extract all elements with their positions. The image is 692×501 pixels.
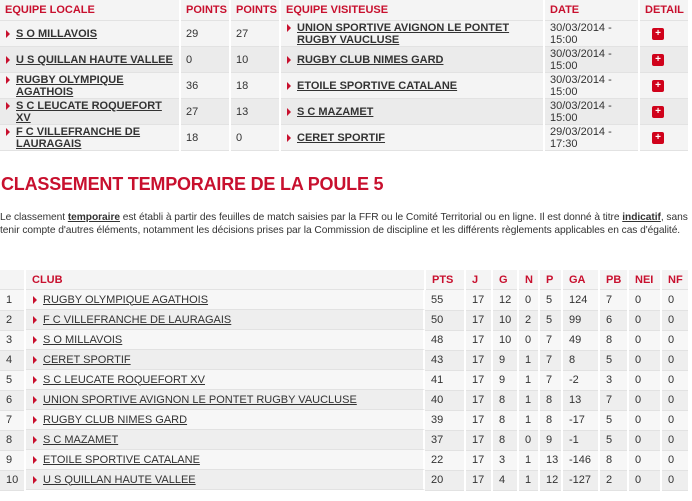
stat-pts: 20 (425, 470, 465, 490)
stat-n: 1 (518, 350, 539, 370)
arrow-right-icon (6, 102, 10, 110)
rank: 6 (0, 390, 25, 410)
stat-nei: 0 (628, 470, 661, 490)
stat-nf: 0 (661, 350, 689, 370)
match-row (0, 73, 689, 99)
detail-cell (639, 21, 689, 47)
match-date: 29/03/2014 - 17:30 (544, 125, 639, 151)
stat-pts: 40 (425, 390, 465, 410)
header-nei: NEI (628, 270, 661, 290)
header-date: DATE (544, 0, 639, 21)
match-row (0, 99, 689, 125)
stat-n: 0 (518, 330, 539, 350)
stat-n: 1 (518, 470, 539, 490)
home-team[interactable] (5, 74, 179, 98)
standings-row (0, 370, 689, 390)
stat-p: 9 (539, 430, 562, 450)
rank: 2 (0, 310, 25, 330)
stat-p: 13 (539, 450, 562, 470)
stat-nei: 0 (628, 330, 661, 350)
away-team-cell (280, 47, 544, 73)
stat-nei: 0 (628, 410, 661, 430)
club-cell (26, 370, 425, 390)
home-team-name[interactable]: S C LEUCATE ROQUEFORT XV (16, 99, 162, 124)
stat-p: 8 (539, 410, 562, 430)
stat-pts: 37 (425, 430, 465, 450)
stat-n: 0 (518, 290, 539, 311)
club-link[interactable]: F C VILLEFRANCHE DE LAURAGAIS (43, 313, 232, 326)
home-team-cell (0, 125, 180, 151)
stat-nei: 0 (628, 450, 661, 470)
stat-p: 8 (539, 390, 562, 410)
rank: 1 (0, 290, 25, 311)
header-g: G (492, 270, 518, 290)
header-away-team: EQUIPE VISITEUSE (280, 0, 544, 21)
header-pts: PTS (425, 270, 465, 290)
stat-g: 8 (492, 410, 518, 430)
home-team[interactable] (5, 126, 179, 150)
header-nf: NF (661, 270, 689, 290)
standings-body (0, 290, 689, 491)
arrow-right-icon (33, 436, 37, 444)
stat-pts: 43 (425, 350, 465, 370)
arrow-right-icon (33, 296, 37, 304)
home-team-name[interactable]: U S QUILLAN HAUTE VALLEE (16, 53, 173, 66)
club-cell (26, 310, 425, 330)
club-cell (26, 410, 425, 430)
detail-plus-button[interactable]: + (652, 28, 664, 40)
match-date: 30/03/2014 - 15:00 (544, 21, 639, 47)
header-pb: PB (599, 270, 628, 290)
stat-ga: -146 (562, 450, 599, 470)
away-team-name[interactable]: RUGBY CLUB NIMES GARD (297, 53, 444, 66)
stat-pb: 8 (599, 330, 628, 350)
results-table (0, 0, 690, 151)
stat-nf: 0 (661, 470, 689, 490)
header-j: J (465, 270, 492, 290)
arrow-right-icon (33, 416, 37, 424)
rank: 7 (0, 410, 25, 430)
stat-pb: 5 (599, 410, 628, 430)
stat-g: 3 (492, 450, 518, 470)
stat-ga: -17 (562, 410, 599, 430)
stat-p: 12 (539, 470, 562, 490)
detail-cell (639, 125, 689, 151)
club-cell (26, 470, 425, 490)
away-team-name[interactable]: S C MAZAMET (297, 105, 374, 118)
club-cell (26, 330, 425, 350)
header-n: N (518, 270, 539, 290)
standings-table (0, 270, 690, 491)
stat-p: 5 (539, 310, 562, 330)
standings-row (0, 390, 689, 410)
intro-text-3: , sans tenir compte d'autres éléments, notamment les décisions prises par la Commission de discipline et les différents règlements applicables en cas d'égalité. (0, 212, 688, 236)
away-team-name[interactable]: UNION SPORTIVE AVIGNON LE PONTET RUGBY VAUCLUSE (297, 21, 510, 46)
intro-text-2: est établi à partir des feuilles de match saisies par la FFR ou le Comité Territorial ou en ligne. Il est donné à titre (119, 212, 623, 223)
arrow-right-icon (33, 316, 37, 324)
away-team-name[interactable]: ETOILE SPORTIVE CATALANE (297, 79, 458, 92)
stat-p: 5 (539, 290, 562, 311)
home-team-name[interactable]: F C VILLEFRANCHE DE LAURAGAIS (16, 125, 141, 150)
club-link[interactable]: S C LEUCATE ROQUEFORT XV (43, 373, 205, 386)
club-link[interactable]: RUGBY OLYMPIQUE AGATHOIS (43, 293, 209, 306)
club-link[interactable]: RUGBY CLUB NIMES GARD (43, 413, 188, 426)
stat-pb: 6 (599, 310, 628, 330)
away-team[interactable] (286, 80, 543, 92)
match-date: 30/03/2014 - 15:00 (544, 73, 639, 99)
header-ga: GA (562, 270, 599, 290)
club-link[interactable]: UNION SPORTIVE AVIGNON LE PONTET RUGBY VAUCLUSE (43, 393, 357, 406)
stat-n: 1 (518, 410, 539, 430)
detail-plus-button[interactable]: + (652, 132, 664, 144)
club-cell (26, 390, 425, 410)
stat-nei: 0 (628, 290, 661, 311)
intro-bold-temporaire: temporaire (67, 212, 120, 223)
stat-nf: 0 (661, 390, 689, 410)
header-p: P (539, 270, 562, 290)
stat-pb: 7 (599, 290, 628, 311)
away-points: 13 (230, 99, 280, 125)
stat-ga: -2 (562, 370, 599, 390)
header-detail: DETAIL (639, 0, 689, 21)
stat-nf: 0 (661, 330, 689, 350)
stat-pb: 3 (599, 370, 628, 390)
stat-j: 17 (465, 470, 492, 490)
arrow-right-icon (33, 356, 37, 364)
standings-row (0, 450, 689, 470)
stat-nei: 0 (628, 430, 661, 450)
stat-nei: 0 (628, 350, 661, 370)
detail-plus-button[interactable]: + (652, 106, 664, 118)
home-team-cell (0, 47, 180, 73)
stat-nei: 0 (628, 310, 661, 330)
results-header-row (0, 0, 689, 21)
arrow-right-icon (33, 336, 37, 344)
club-link[interactable]: S O MILLAVOIS (43, 333, 123, 346)
arrow-right-icon (287, 56, 291, 64)
away-team[interactable] (286, 106, 543, 118)
stat-g: 10 (492, 330, 518, 350)
stat-p: 7 (539, 330, 562, 350)
stat-ga: -1 (562, 430, 599, 450)
standings-row (0, 410, 689, 430)
arrow-right-icon (6, 30, 10, 38)
stat-g: 10 (492, 310, 518, 330)
club-cell (26, 350, 425, 370)
stat-pts: 48 (425, 330, 465, 350)
standings-header-row (0, 270, 689, 290)
match-date: 30/03/2014 - 15:00 (544, 47, 639, 73)
stat-j: 17 (465, 310, 492, 330)
club-link[interactable]: S C MAZAMET (43, 433, 119, 446)
stat-pb: 2 (599, 470, 628, 490)
away-team-cell (280, 125, 544, 151)
home-points: 29 (180, 21, 230, 47)
stat-pb: 7 (599, 390, 628, 410)
stat-ga: 8 (562, 350, 599, 370)
stat-ga: -127 (562, 470, 599, 490)
home-team-cell (0, 99, 180, 125)
stat-g: 9 (492, 370, 518, 390)
stat-pts: 50 (425, 310, 465, 330)
away-team[interactable] (286, 54, 543, 66)
club-link[interactable]: CERET SPORTIF (43, 353, 131, 366)
home-points: 27 (180, 99, 230, 125)
arrow-right-icon (6, 128, 10, 136)
header-home-points: POINTS (180, 0, 230, 21)
classement-title: CLASSEMENT TEMPORAIRE DE LA POULE 5 (1, 174, 384, 194)
away-team[interactable] (286, 22, 543, 46)
stat-g: 12 (492, 290, 518, 311)
away-team-cell (280, 99, 544, 125)
header-home-team: EQUIPE LOCALE (0, 0, 180, 21)
classement-intro (0, 211, 690, 237)
away-team[interactable] (286, 132, 543, 144)
detail-cell (639, 47, 689, 73)
rank: 9 (0, 450, 25, 470)
arrow-right-icon (33, 456, 37, 464)
stat-pts: 39 (425, 410, 465, 430)
arrow-right-icon (33, 476, 37, 484)
home-points: 0 (180, 47, 230, 73)
stat-nei: 0 (628, 390, 661, 410)
stat-j: 17 (465, 430, 492, 450)
rank: 3 (0, 330, 25, 350)
detail-plus-button[interactable]: + (652, 80, 664, 92)
stat-ga: 124 (562, 290, 599, 311)
match-date: 30/03/2014 - 15:00 (544, 99, 639, 125)
stat-nf: 0 (661, 310, 689, 330)
match-row (0, 21, 689, 47)
standings-row (0, 350, 689, 370)
away-points: 10 (230, 47, 280, 73)
match-row (0, 47, 689, 73)
stat-pb: 5 (599, 350, 628, 370)
stat-g: 4 (492, 470, 518, 490)
rank: 10 (0, 470, 25, 490)
stat-g: 8 (492, 390, 518, 410)
arrow-right-icon (287, 108, 291, 116)
standings-row (0, 330, 689, 350)
detail-plus-button[interactable]: + (652, 54, 664, 66)
detail-cell (639, 99, 689, 125)
club-cell (26, 290, 425, 310)
home-team[interactable] (5, 54, 179, 66)
stat-pb: 5 (599, 430, 628, 450)
arrow-right-icon (33, 376, 37, 384)
home-team[interactable] (5, 28, 179, 40)
stat-g: 8 (492, 430, 518, 450)
standings-row (0, 290, 689, 311)
stat-j: 17 (465, 290, 492, 311)
rank: 8 (0, 430, 25, 450)
stat-nei: 0 (628, 370, 661, 390)
detail-cell (639, 73, 689, 99)
arrow-right-icon (287, 82, 291, 90)
home-team-name[interactable]: RUGBY OLYMPIQUE AGATHOIS (16, 73, 124, 98)
away-team-cell (280, 73, 544, 99)
club-cell (26, 450, 425, 470)
arrow-right-icon (6, 56, 10, 64)
stat-n: 0 (518, 430, 539, 450)
club-link[interactable]: U S QUILLAN HAUTE VALLEE (43, 473, 196, 486)
stat-j: 17 (465, 390, 492, 410)
stat-ga: 49 (562, 330, 599, 350)
stat-ga: 13 (562, 390, 599, 410)
stat-j: 17 (465, 410, 492, 430)
stat-j: 17 (465, 370, 492, 390)
rank: 5 (0, 370, 25, 390)
stat-j: 17 (465, 330, 492, 350)
stat-p: 7 (539, 350, 562, 370)
stat-p: 7 (539, 370, 562, 390)
rank: 4 (0, 350, 25, 370)
club-cell (26, 430, 425, 450)
away-points: 18 (230, 73, 280, 99)
header-club: CLUB (25, 270, 425, 290)
home-team-name[interactable]: S O MILLAVOIS (16, 27, 98, 40)
stat-nf: 0 (661, 290, 689, 311)
header-away-points: POINTS (230, 0, 280, 21)
stat-nf: 0 (661, 410, 689, 430)
home-team-cell (0, 73, 180, 99)
away-points: 0 (230, 125, 280, 151)
stat-n: 1 (518, 390, 539, 410)
stat-pts: 55 (425, 290, 465, 311)
stat-pb: 8 (599, 450, 628, 470)
arrow-right-icon (287, 134, 291, 142)
match-row (0, 125, 689, 151)
intro-text-1: Le classement (0, 212, 68, 223)
home-team-cell (0, 21, 180, 47)
stat-nf: 0 (661, 450, 689, 470)
intro-bold-indicatif: indicatif (622, 212, 661, 223)
stat-n: 2 (518, 310, 539, 330)
away-team-cell (280, 21, 544, 47)
arrow-right-icon (33, 396, 37, 404)
home-points: 18 (180, 125, 230, 151)
home-points: 36 (180, 73, 230, 99)
away-team-name[interactable]: CERET SPORTIF (297, 131, 386, 144)
standings-row (0, 430, 689, 450)
stat-ga: 99 (562, 310, 599, 330)
results-body (0, 21, 689, 151)
home-team[interactable] (5, 100, 179, 124)
stat-pts: 22 (425, 450, 465, 470)
stat-j: 17 (465, 350, 492, 370)
arrow-right-icon (287, 24, 291, 32)
arrow-right-icon (6, 76, 10, 84)
stat-j: 17 (465, 450, 492, 470)
club-link[interactable]: ETOILE SPORTIVE CATALANE (43, 453, 200, 466)
stat-g: 9 (492, 350, 518, 370)
stat-pts: 41 (425, 370, 465, 390)
stat-nf: 0 (661, 370, 689, 390)
away-points: 27 (230, 21, 280, 47)
stat-nf: 0 (661, 430, 689, 450)
stat-n: 1 (518, 450, 539, 470)
standings-row (0, 470, 689, 490)
header-rank (0, 270, 25, 290)
stat-n: 1 (518, 370, 539, 390)
standings-row (0, 310, 689, 330)
